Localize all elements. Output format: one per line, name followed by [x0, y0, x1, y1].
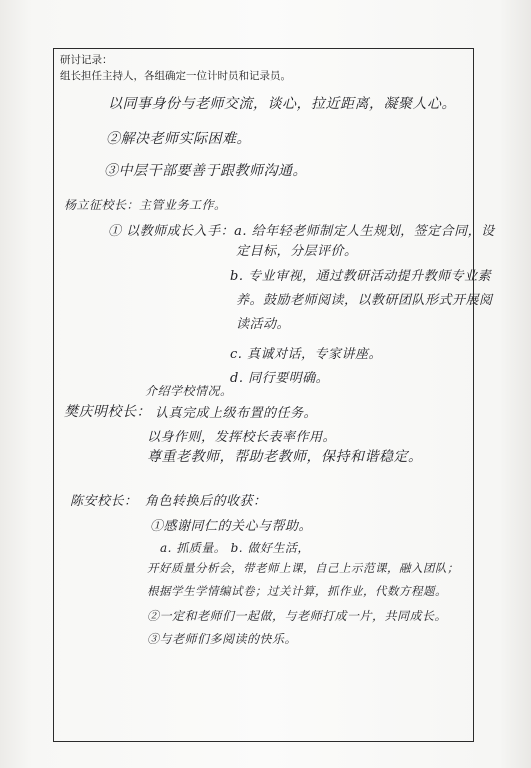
speaker-2-line-3: 尊重老教师，帮助老教师，保持和谐稳定。 [147, 449, 423, 465]
record-heading: 研讨记录： [60, 54, 113, 66]
record-instruction: 组长担任主持人，各组确定一位计时员和记录员。 [60, 70, 291, 82]
speaker-3-point-2: ②一定和老师们一起做，与老师打成一片，共同成长。 [147, 609, 448, 623]
speaker-2-intro: 介绍学校情况。 [145, 384, 233, 398]
speaker-1-point-1-cont: 定目标，分层评价。 [236, 244, 358, 259]
speaker-3-point-1-line-2: 开好质量分析会，带老师上课，自己上示范课，融入团队； [147, 561, 459, 575]
speaker-3-point-1: ①感谢同仁的关心与帮助。 [150, 519, 313, 534]
speaker-1-point-1: ① 以教师成长入手：a. 给年轻老师制定人生规划，签定合同，设 [108, 224, 495, 239]
speaker-2-line-1: 认真完成上级布置的任务。 [155, 406, 318, 421]
speaker-3-point-1-a: a. 抓质量。 b. 做好生活， [160, 541, 310, 555]
speaker-3-intro: 角色转换后的收获： [145, 494, 267, 509]
speaker-1-item-b-cont-1: 养。鼓励老师阅读，以教研团队形式开展阅 [236, 293, 493, 308]
note-line-2: ②解决老师实际困难。 [106, 131, 251, 147]
speaker-2-line-2: 以身作则，发挥校长表率作用。 [147, 430, 337, 445]
speaker-3-point-3: ③与老师们多阅读的快乐。 [147, 632, 298, 646]
speaker-3-heading: 陈安校长： [70, 494, 138, 509]
speaker-2-heading: 樊庆明校长： [64, 404, 151, 420]
speaker-1-item-d: d. 同行要明确。 [230, 371, 330, 386]
speaker-1-item-c: c. 真诚对话，专家讲座。 [230, 347, 383, 362]
note-line-1: 以同事身份与老师交流，谈心，拉近距离，凝聚人心。 [108, 96, 456, 112]
speaker-1-item-b: b. 专业审视，通过教研活动提升教师专业素 [230, 269, 492, 284]
speaker-1-heading: 杨立征校长：主管业务工作。 [64, 198, 227, 212]
speaker-3-point-1-line-3: 根据学生学情编试卷；过关计算，抓作业，代数方程题。 [147, 584, 447, 598]
speaker-1-item-b-cont-2: 读活动。 [236, 317, 291, 332]
note-line-3: ③中层干部要善于跟教师沟通。 [104, 163, 307, 179]
